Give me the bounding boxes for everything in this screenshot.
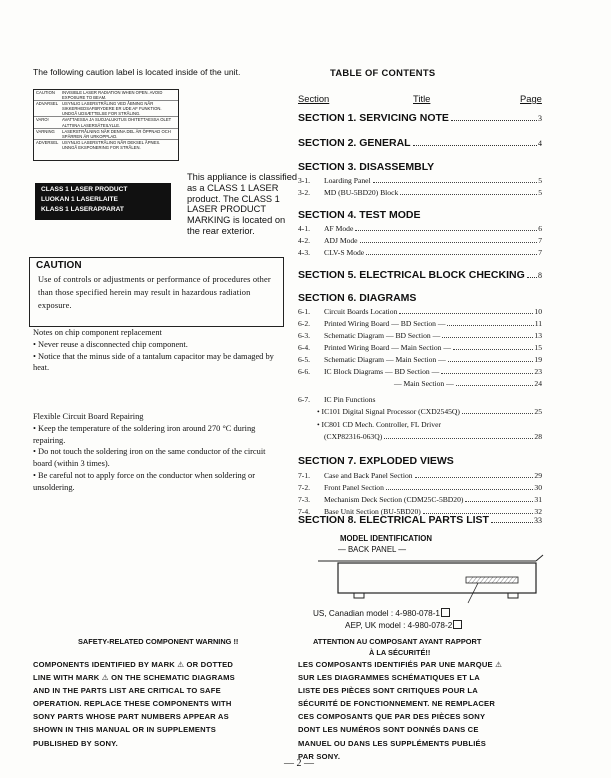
toc-item[interactable]: 6-3. Schematic Diagram — BD Section — 13 [298,331,542,340]
chip-notes [33,327,281,374]
panel-corner [536,555,543,561]
page-number: — 2 — [284,758,314,769]
toc-item[interactable]: 6-2. Printed Wiring Board — BD Section — 11 [298,319,542,328]
back-panel-diagram [318,553,558,605]
toc-item[interactable]: 7-2. Front Panel Section 30 [298,483,542,492]
toc-section-2[interactable] [298,137,542,149]
toc-section-3[interactable]: SECTION 3. DISASSEMBLY [298,161,435,173]
caution-label [33,89,179,161]
section-title: SECTION 1. SERVICING NOTE [298,112,449,124]
safety-warning-title: SAFETY-RELATED COMPONENT WARNING !! [78,637,239,646]
label-text: LASERSTRÅLNING NÄR DENNA DEL ÄR ÖPPNAD OCH SPÄRREN ÄR URKOPPLAD. [62,128,171,139]
class-label-line: CLASS 1 LASER PRODUCT [41,186,128,193]
toc-item[interactable]: 4-1. AF Mode 6 [298,224,542,233]
toc-item[interactable]: 7-1. Case and Back Panel Section 29 [298,471,542,480]
toc-item[interactable]: 7-3. Mechanism Deck Section (CDM25C-5BD20) 31 [298,495,542,504]
toc-item[interactable]: 4-3. CLV-S Mode 7 [298,248,542,257]
flex-item: • Do not touch the soldering iron on the same conductor of the circuit board (within 3 times). [33,447,266,469]
toc-head-title: Title [413,93,431,104]
intro-text: The following caution label is located inside of the unit. [33,67,241,77]
toc-item[interactable]: • IC101 Digital Signal Processor (CXD2545Q) 25 [317,407,542,416]
foot-left [354,593,364,598]
model-aep: AEP, UK model : 4-980-078-2 [345,620,462,630]
toc-item[interactable]: 6-4. Printed Wiring Board — Main Section — 15 [298,343,542,352]
toc-item[interactable]: • IC801 CD Mech. Controller, FL Driver [317,420,441,429]
safety-warning-body: COMPONENTS IDENTIFIED BY MARK ⚠ OR DOTTED LINE WITH MARK ⚠ ON THE SCHEMATIC DIAGRAMS AND IN THE PARTS LIST ARE CRITICAL TO SAFE OPERATION. REPLACE THESE COMPONENTS WITH SONY PARTS WHOSE PART NUMBERS APPEAR AS SHOWN IN THIS MANUAL OR IN SUPPLEMENTS PUBLISHED BY SONY. [33,660,235,748]
toc-item[interactable]: 7-4. Base Unit Section (BU-5BD20) 32 [298,507,542,516]
label-key: VARNING [36,128,55,134]
toc-item[interactable]: (CXP82316-063Q) 28 [324,432,542,441]
toc-head-section: Section [298,93,330,104]
notes-item: • Never reuse a disconnected chip component. [33,339,188,349]
caution-title: CAUTION [36,260,82,271]
flex-item: • Keep the temperature of the soldering iron around 270 °C during repairing. [33,423,256,445]
section-page: 8 [538,271,542,280]
toc-item[interactable]: 4-2. ADJ Mode 7 [298,236,542,245]
checkbox-icon [441,608,450,617]
class-description: This appliance is classified as a CLASS 1 LASER product. The CLASS 1 LASER PRODUCT MARKING is located on the rear exterior. [187,172,298,236]
toc-item[interactable]: 6-6. IC Block Diagrams — BD Section — 23 [298,367,542,376]
securite-title-1: ATTENTION AU COMPOSANT AYANT RAPPORT [313,637,482,646]
model-id-title: MODEL IDENTIFICATION [340,534,432,543]
toc-item[interactable]: 6-7. IC Pin Functions [298,395,376,404]
toc-item[interactable]: 3-1. Loarding Panel 5 [298,176,542,185]
section-page: 3 [538,114,542,123]
class-label-line: LUOKAN 1 LASERLAITE [41,196,118,203]
flex-board-notes [33,411,281,494]
label-key: CAUTION [36,90,55,95]
toc-head-page: Page [520,93,542,104]
foot-right [508,593,518,598]
model-us: US, Canadian model : 4-980-078-1 [313,608,450,618]
caution-body: Use of controls or adjustments or performance of procedures other than those specified herein may result in hazardous radiation exposure. [38,275,271,310]
model-id-subtitle: — BACK PANEL — [338,545,407,554]
label-key: ADVERSEL [36,139,59,145]
section-title: SECTION 8. ELECTRICAL PARTS LIST [298,514,489,526]
section-title: SECTION 2. GENERAL [298,137,411,149]
label-key: VARO! [36,117,49,123]
class1-laser-label [35,183,171,220]
caution-box [29,257,284,327]
flex-item: • Be careful not to apply force on the conductor when soldering or unsoldering. [33,470,256,492]
toc-section-7[interactable]: SECTION 7. EXPLODED VIEWS [298,455,454,467]
label-text: USYNLIG LASERSTRÅLING NÅR DEKSEL ÅPNES. UNNGÅ EKSPONERING FOR STRÅLEN. [62,139,161,150]
flex-title: Flexible Circuit Board Repairing [33,412,144,421]
checkbox-icon [453,620,462,629]
toc-section-4[interactable]: SECTION 4. TEST MODE [298,209,421,221]
section-page: 33 [534,516,542,525]
toc-section-8[interactable] [298,514,542,526]
notes-title: Notes on chip component replacement [33,328,162,337]
section-page: 4 [538,139,542,148]
section-title: SECTION 5. ELECTRICAL BLOCK CHECKING [298,269,525,281]
toc-item[interactable]: 3-2. MD (BU-5BD20) Block 5 [298,188,542,197]
toc-section-1[interactable] [298,112,542,124]
label-text: AVATTAESSA JA SUOJALUKITUS OHITETTAESSA OLET ALTTIINA LASERSÄTEILYLLE. [62,117,172,128]
toc-title: TABLE OF CONTENTS [330,67,436,78]
toc-item[interactable]: 6-1. Circuit Boards Location 10 [298,307,542,316]
securite-body: LES COMPOSANTS IDENTIFIÉS PAR UNE MARQUE ⚠ SUR LES DIAGRAMMES SCHÉMATIQUES ET LA LISTE DES PIÈCES SONT CRITIQUES POUR LA SÉCURITÉ DE FONCTIONNEMENT. NE REMPLACER CES COMPOSANTS QUE PAR DES PIÈCES SONY DONT LES NUMÉROS SONT DONNÉS DANS CE MANUEL OU DANS LES SUPPLÉMENTS PUBLIÉS PAR SONY. [298,660,503,761]
label-text: INVISIBLE LASER RADIATION WHEN OPEN. AVOID EXPOSURE TO BEAM. [62,90,163,101]
notes-item: • Notice that the minus side of a tantalum capacitor may be damaged by heat. [33,351,274,373]
toc-item[interactable]: 6-5. Schematic Diagram — Main Section — 19 [298,355,542,364]
toc-section-6[interactable]: SECTION 6. DIAGRAMS [298,292,417,304]
toc-item[interactable]: — Main Section — 24 [394,379,542,388]
securite-title-2: À LA SÉCURITÉ!! [369,648,431,657]
class-label-line: KLASS 1 LASERAPPARAT [41,206,124,213]
toc-section-5[interactable] [298,269,542,281]
label-key: ADVARSEL [36,101,59,107]
label-text: USYNLIG LASERSTRÅLING VED ÅBNING NÅR SIKKERHEDSAFBRYDERE ER UDE AF FUNKTION. UNDGÅ UDSÆTTELSE FOR STRÅLING. [62,101,162,117]
